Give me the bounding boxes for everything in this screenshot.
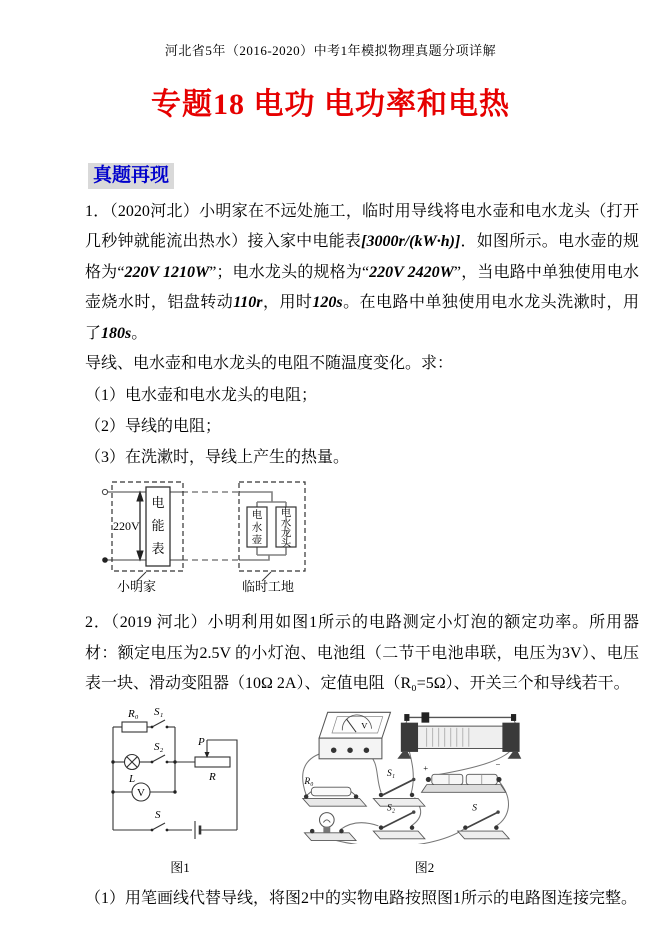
switch-s1-icon: [373, 769, 425, 806]
fixed-resistor-icon: [303, 777, 367, 806]
site-label: 临时工地: [242, 578, 295, 594]
q1-text: ”；电水龙头的规格为“: [209, 263, 370, 281]
section-badge: 真题再现: [88, 163, 174, 189]
fig2-s2-label: S₂: [387, 803, 396, 814]
q1-circuit-svg: [99, 479, 319, 595]
lamp-icon: [304, 812, 356, 840]
fig2-caption: 图2: [414, 860, 435, 876]
q1-circuit-figure: [99, 479, 639, 607]
fig1-s-label: S: [155, 808, 161, 821]
kettle-label: 电水壶: [251, 509, 263, 546]
energy-meter-label: 电能表: [151, 494, 165, 556]
fig1-caption: 图1: [170, 860, 190, 876]
voltmeter-v-label: V: [361, 720, 368, 731]
voltmeter-icon: [319, 712, 390, 758]
fig1-p-label: P: [198, 735, 205, 748]
terminal-open-icon: [102, 489, 107, 494]
terminal-dot-icon: [102, 557, 108, 563]
q1-subquestions: [85, 380, 639, 473]
q1-tap-spec: 220V 2420W: [369, 263, 454, 281]
q2-schematic-svg: [95, 702, 265, 844]
q1-note: 导线、电水壶和电水龙头的电阻不随温度变化。求：: [85, 355, 454, 373]
q1-text: ”，当电路中单独使用电水壶烧水时，铝盘转动: [85, 263, 639, 312]
document-header: 河北省5年（2016-2020）中考1年模拟物理真题分项详解: [164, 43, 497, 58]
fig2-s1-label: S₁: [387, 768, 396, 779]
battery-plus-label: +: [423, 762, 429, 773]
fig1-s1-label: S₁: [154, 705, 164, 718]
q1-time2: 180s: [101, 324, 132, 342]
q2-figure1-block: [95, 702, 265, 884]
q1-meter-spec: [3000r/(kW·h)]: [361, 233, 461, 251]
q1-kettle-spec: 220V 1210W: [124, 263, 210, 281]
fig2-r0-label: R₀: [304, 776, 314, 787]
home-label: 小明家: [117, 578, 157, 594]
q1-subquestion-3: （3）在洗漱时，导线上产生的热量。: [85, 448, 350, 466]
q1-intro-paragraph: [85, 197, 639, 350]
q2-figure2-block: [277, 702, 572, 884]
fig1-voltmeter-label: V: [137, 786, 145, 799]
q1-subquestion-2: （2）导线的电阻；: [85, 417, 222, 435]
q2-figures: [95, 702, 639, 884]
fig1-lamp-label: L: [129, 772, 136, 785]
q1-text: 。在电路中单独使用电水龙头洗漱时，用了: [85, 294, 639, 342]
voltage-label: 220V: [113, 518, 140, 533]
q1-time1: 120s: [312, 294, 343, 312]
q2-subquestion-1: （1）用笔画线代替导线，将图2中的实物电路按照图1所示的电路图连接完整。: [85, 889, 638, 907]
battery-icon: [421, 759, 505, 792]
q1-revolutions: 110r: [233, 294, 263, 312]
q1-text: 1．（2020河北）小明家在不远处施工，临时用导线将电水壶和电水龙头（打开几秒钟就能流出热水）接入家中电能表: [85, 202, 639, 251]
q1-text: ．如图所示。电水壶的规格为“: [85, 233, 639, 281]
question-1: [85, 197, 639, 915]
fig2-s-label: S: [472, 803, 477, 814]
fig1-r-label: R: [209, 770, 216, 783]
fig1-s2-label: S₂: [154, 740, 164, 753]
battery-minus-label: −: [495, 759, 501, 770]
rheostat-icon: [397, 712, 521, 758]
page-title: 专题18 电功 电功率和电热: [151, 88, 510, 121]
q1-text: 。: [131, 324, 148, 342]
q2-realia-svg: [277, 702, 572, 844]
q1-text: ，用时: [262, 294, 313, 312]
tap-label: 电水龙头: [280, 507, 292, 549]
q2-intro-paragraph: 2．（2019 河北）小明利用如图1所示的电路测定小灯泡的额定功率。所用器材：额定电压为2.5V 的小灯泡、电池组（二节干电池串联，电压为3V）、电压表一块、滑动变阻器（10Ω 2A）、定值电阻（R₀=5Ω）、开关三个和导线若干。: [85, 614, 639, 693]
fig1-r0-label: R₀: [128, 707, 139, 720]
q1-subquestion-1: （1）电水壶和电水龙头的电阻；: [85, 386, 318, 404]
